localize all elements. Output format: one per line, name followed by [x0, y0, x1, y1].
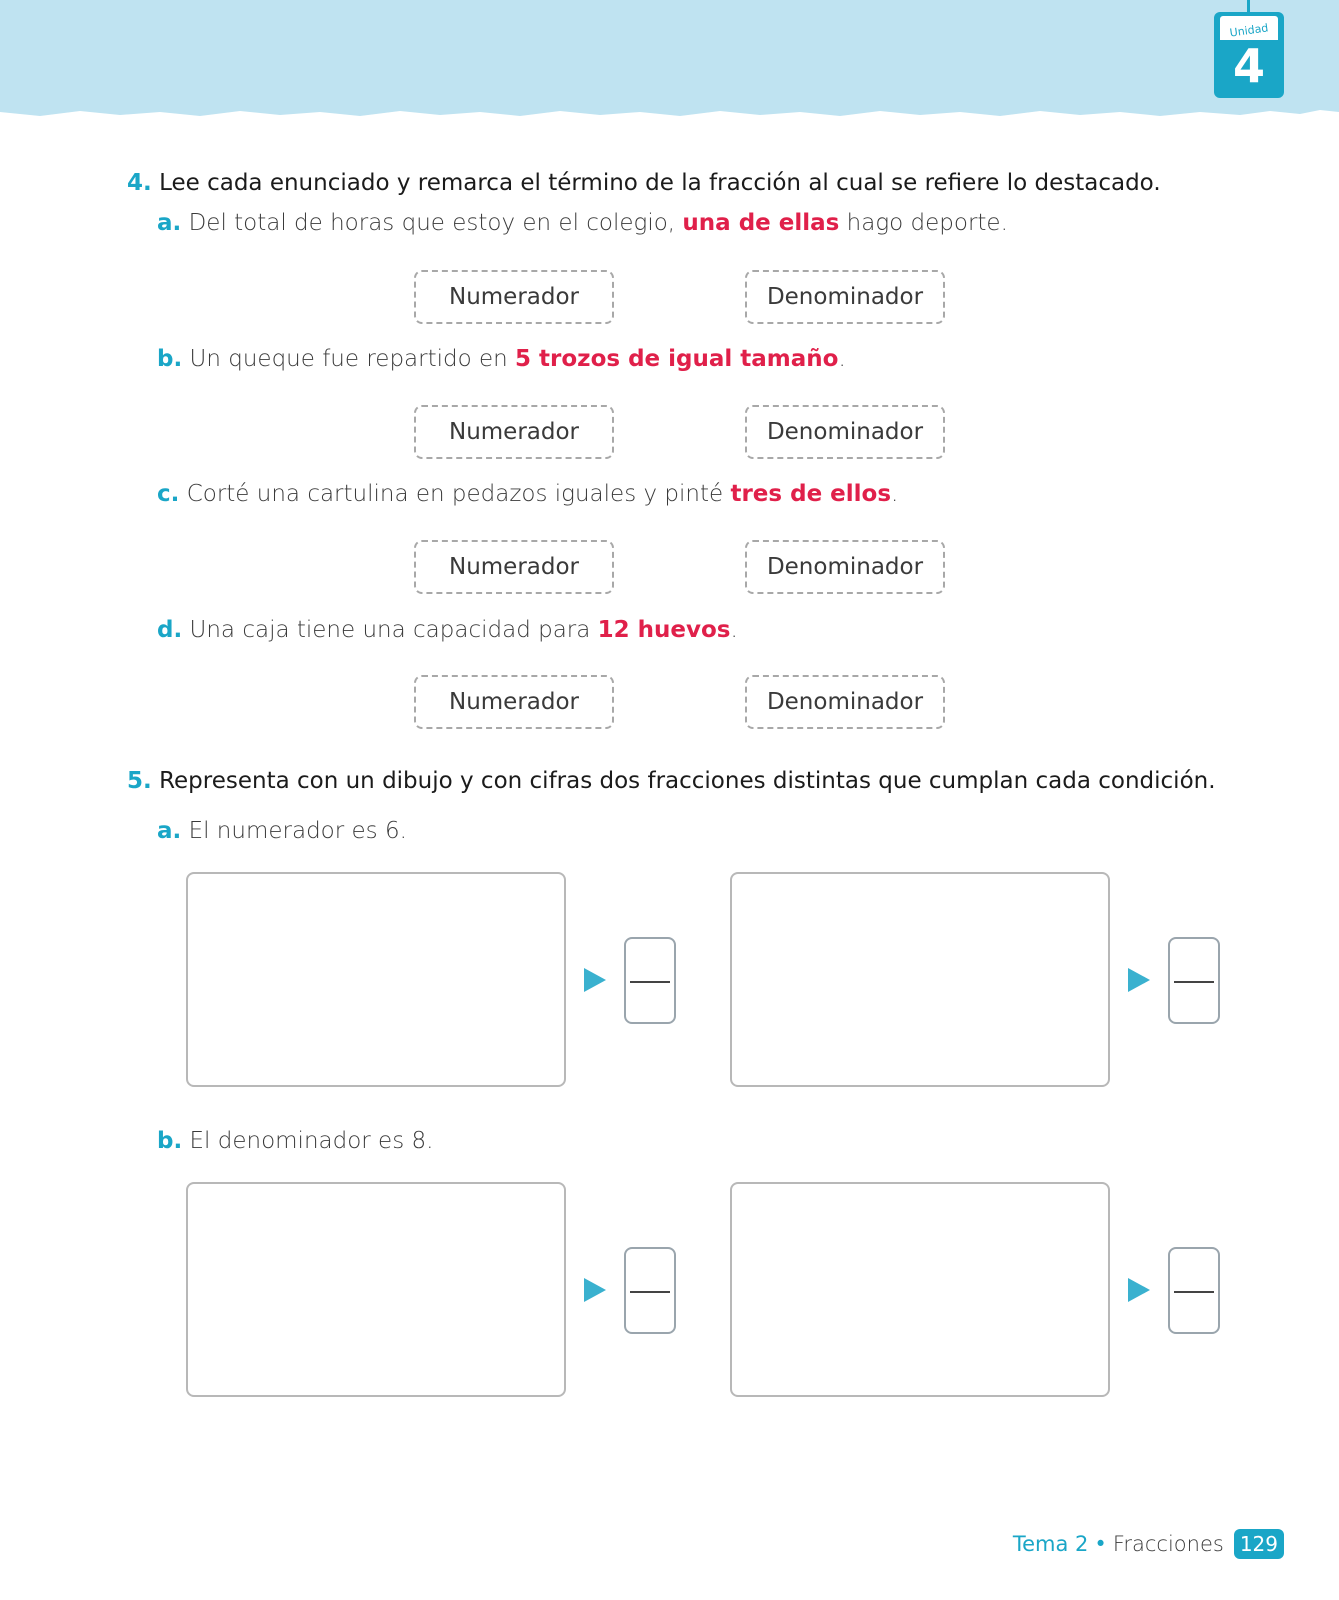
item-letter: b.: [157, 1128, 183, 1154]
question-4c: [157, 481, 898, 507]
item-text-end: .: [891, 481, 899, 507]
item-highlight: una de ellas: [682, 210, 840, 236]
item-letter: a.: [157, 818, 182, 844]
unit-number: 4: [1232, 39, 1265, 93]
arrow-right-icon: [1128, 1278, 1150, 1302]
header-band: [0, 0, 1339, 125]
drawing-area-5a-1[interactable]: [186, 872, 566, 1087]
item-text-end: hago deporte.: [839, 210, 1008, 236]
numerator-option-4b[interactable]: Numerador: [414, 405, 614, 459]
item-text-end: .: [730, 617, 738, 643]
item-highlight: 12 huevos: [597, 617, 731, 643]
question-4a: [157, 210, 1008, 236]
denominator-option-4b[interactable]: Denominador: [745, 405, 945, 459]
drawing-area-5b-1[interactable]: [186, 1182, 566, 1397]
question-4-title: [127, 170, 1161, 196]
question-5a: [157, 818, 407, 844]
question-4d: [157, 617, 738, 643]
item-text: El numerador es 6.: [188, 818, 407, 844]
item-highlight: tres de ellos: [730, 481, 892, 507]
page-number: 129: [1234, 1529, 1284, 1559]
page-footer: [1013, 1529, 1284, 1559]
numerator-option-4c[interactable]: Numerador: [414, 540, 614, 594]
unit-badge: [1214, 10, 1284, 98]
fraction-input-5a-1[interactable]: [624, 937, 676, 1024]
item-letter: d.: [157, 617, 183, 643]
drawing-area-5b-2[interactable]: [730, 1182, 1110, 1397]
arrow-right-icon: [1128, 968, 1150, 992]
footer-topic: Tema 2: [1012, 1532, 1089, 1556]
denominator-option-4d[interactable]: Denominador: [745, 675, 945, 729]
fraction-input-5b-1[interactable]: [624, 1247, 676, 1334]
numerator-option-4a[interactable]: Numerador: [414, 270, 614, 324]
question-5b: [157, 1128, 433, 1154]
question-5-text: Representa con un dibujo y con cifras dos fracciones distintas que cumplan cada condición.: [159, 768, 1216, 794]
fraction-input-5b-2[interactable]: [1168, 1247, 1220, 1334]
numerator-option-4d[interactable]: Numerador: [414, 675, 614, 729]
arrow-right-icon: [584, 1278, 606, 1302]
question-4-text: Lee cada enunciado y remarca el término de la fracción al cual se refiere lo destacado.: [159, 170, 1161, 196]
item-text: El denominador es 8.: [189, 1128, 434, 1154]
item-text: Una caja tiene una capacidad para: [189, 617, 598, 643]
item-letter: c.: [157, 481, 180, 507]
question-5-number: 5.: [127, 768, 152, 794]
item-text-end: .: [838, 346, 846, 372]
question-4b: [157, 346, 846, 372]
question-4-number: 4.: [127, 170, 152, 196]
footer-section: Fracciones: [1112, 1532, 1224, 1556]
arrow-right-icon: [584, 968, 606, 992]
item-text: Un queque fue repartido en: [189, 346, 516, 372]
question-5-title: [127, 768, 1216, 794]
drawing-area-5a-2[interactable]: [730, 872, 1110, 1087]
item-letter: b.: [157, 346, 183, 372]
item-text: Del total de horas que estoy en el colegio,: [188, 210, 683, 236]
fraction-input-5a-2[interactable]: [1168, 937, 1220, 1024]
item-highlight: 5 trozos de igual tamaño: [515, 346, 839, 372]
unit-label: Unidad: [1228, 21, 1270, 40]
denominator-option-4a[interactable]: Denominador: [745, 270, 945, 324]
item-letter: a.: [157, 210, 182, 236]
item-text: Corté una cartulina en pedazos iguales y pinté: [186, 481, 731, 507]
footer-bullet: •: [1094, 1532, 1107, 1556]
denominator-option-4c[interactable]: Denominador: [745, 540, 945, 594]
